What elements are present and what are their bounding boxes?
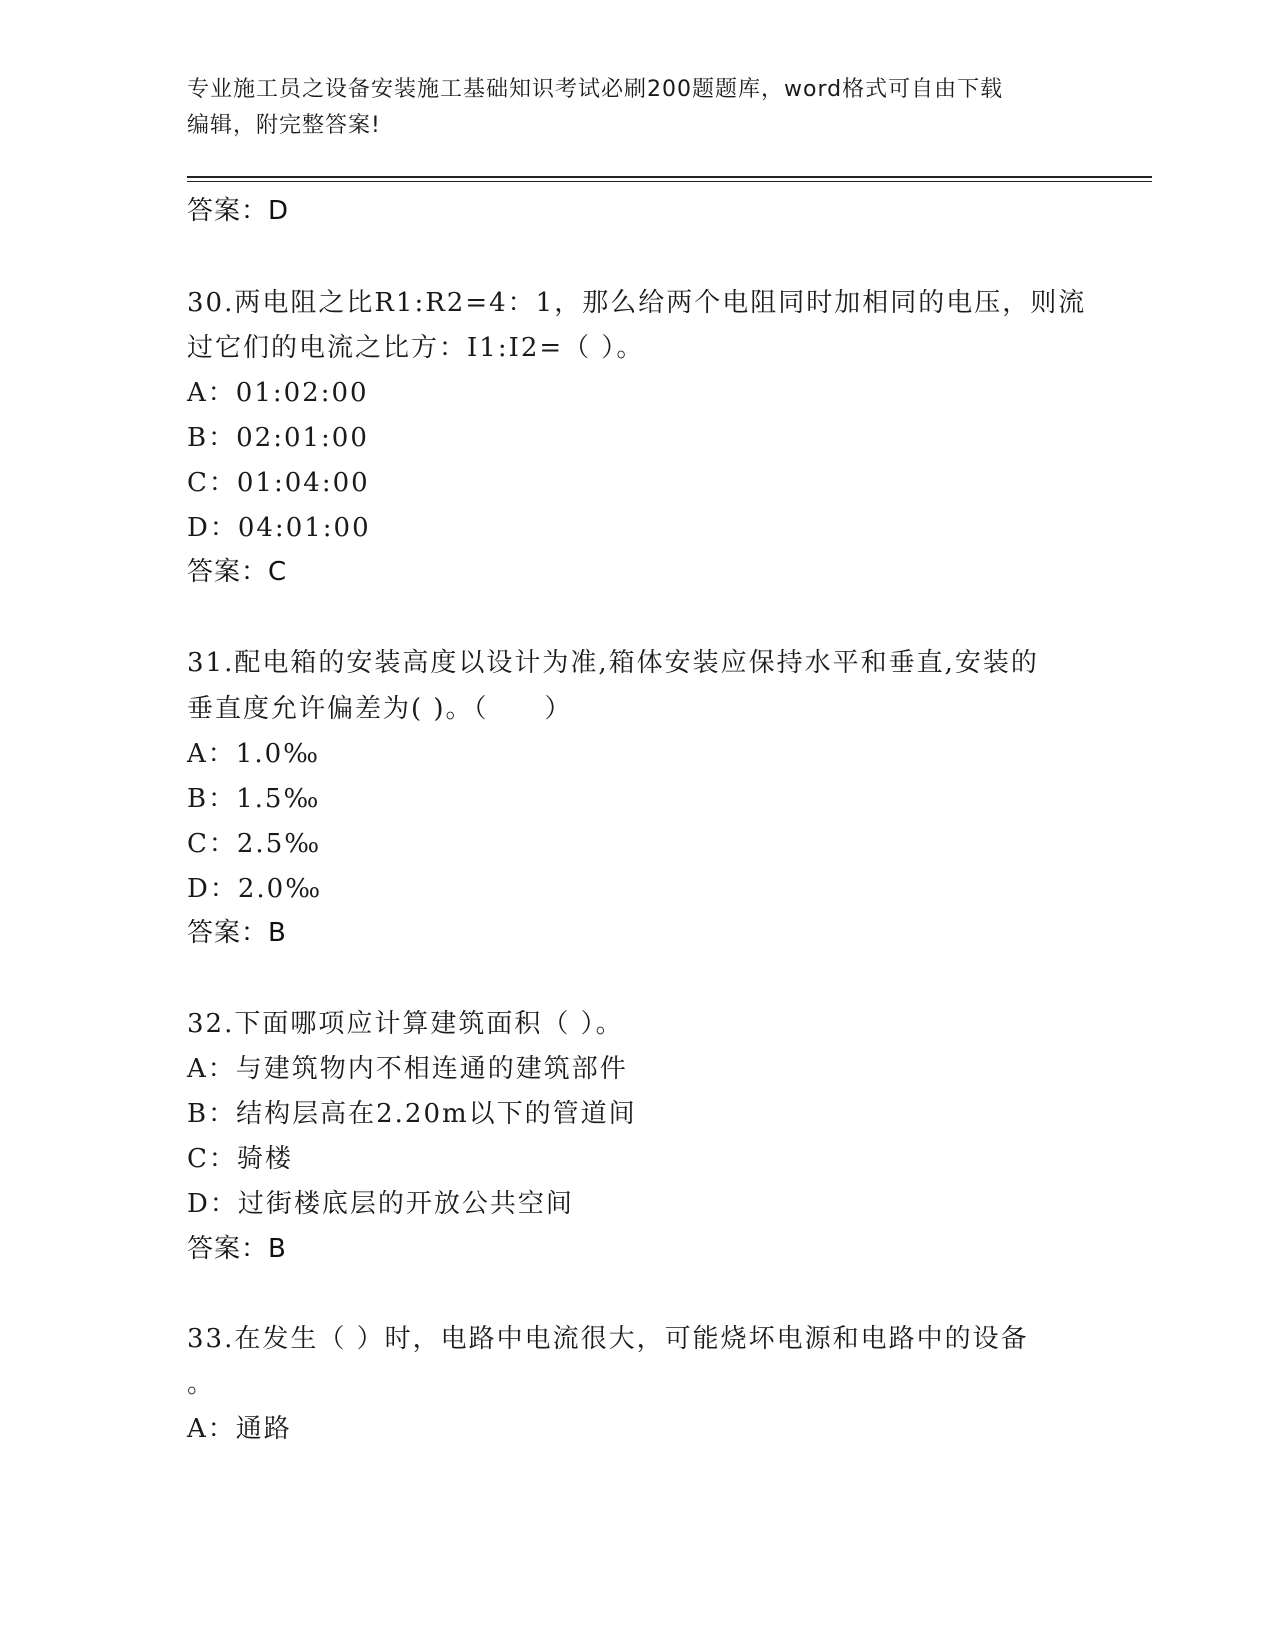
q32-option-d: D：过街楼底层的开放公共空间 <box>187 1189 574 1219</box>
q30-stem-line-2: 过它们的电流之比方：I1:I2=（ ）。 <box>187 333 645 363</box>
q31-option-b: B：1.5‰ <box>187 784 321 814</box>
q30-option-b: B：02:01:00 <box>187 423 369 453</box>
q33-option-a: A：通路 <box>187 1414 292 1444</box>
q32-option-a: A：与建筑物内不相连通的建筑部件 <box>187 1054 628 1084</box>
q31-stem-line-1: 31.配电箱的安装高度以设计为准,箱体安装应保持水平和垂直,安装的 <box>187 648 1039 678</box>
q30-option-c: C：01:04:00 <box>187 468 370 498</box>
q31-option-c: C：2.5‰ <box>187 829 322 859</box>
q31-answer: 答案：B <box>187 918 287 948</box>
q31-stem-line-2: 垂直度允许偏差为( )。（ ） <box>187 694 573 724</box>
header-divider-thick <box>187 176 1152 178</box>
q30-stem-line-1: 30.两电阻之比R1:R2=4：1，那么给两个电阻同时加相同的电压，则流 <box>187 288 1087 318</box>
q30-answer: 答案：C <box>187 557 288 587</box>
q32-stem-line-1: 32.下面哪项应计算建筑面积（ ）。 <box>187 1009 624 1039</box>
document-header <box>187 72 1067 144</box>
q31-option-a: A：1.0‰ <box>187 739 321 769</box>
answer-29: 答案：D <box>187 196 290 226</box>
q31-option-d: D：2.0‰ <box>187 874 323 904</box>
q32-answer: 答案：B <box>187 1234 287 1264</box>
header-divider-thin <box>187 181 1152 182</box>
header-line-1: 专业施工员之设备安装施工基础知识考试必刷200题题库，word格式可自由下载 <box>187 77 1004 102</box>
q33-stem-line-1: 33.在发生（ ）时，电路中电流很大，可能烧坏电源和电路中的设备 <box>187 1324 1029 1354</box>
q30-option-a: A：01:02:00 <box>187 378 369 408</box>
header-line-2: 编辑，附完整答案! <box>187 113 381 138</box>
q33-stem-line-2: 。 <box>187 1369 216 1399</box>
q30-option-d: D：04:01:00 <box>187 513 371 543</box>
q32-option-b: B：结构层高在2.20m以下的管道间 <box>187 1099 637 1129</box>
q32-option-c: C：骑楼 <box>187 1144 293 1174</box>
